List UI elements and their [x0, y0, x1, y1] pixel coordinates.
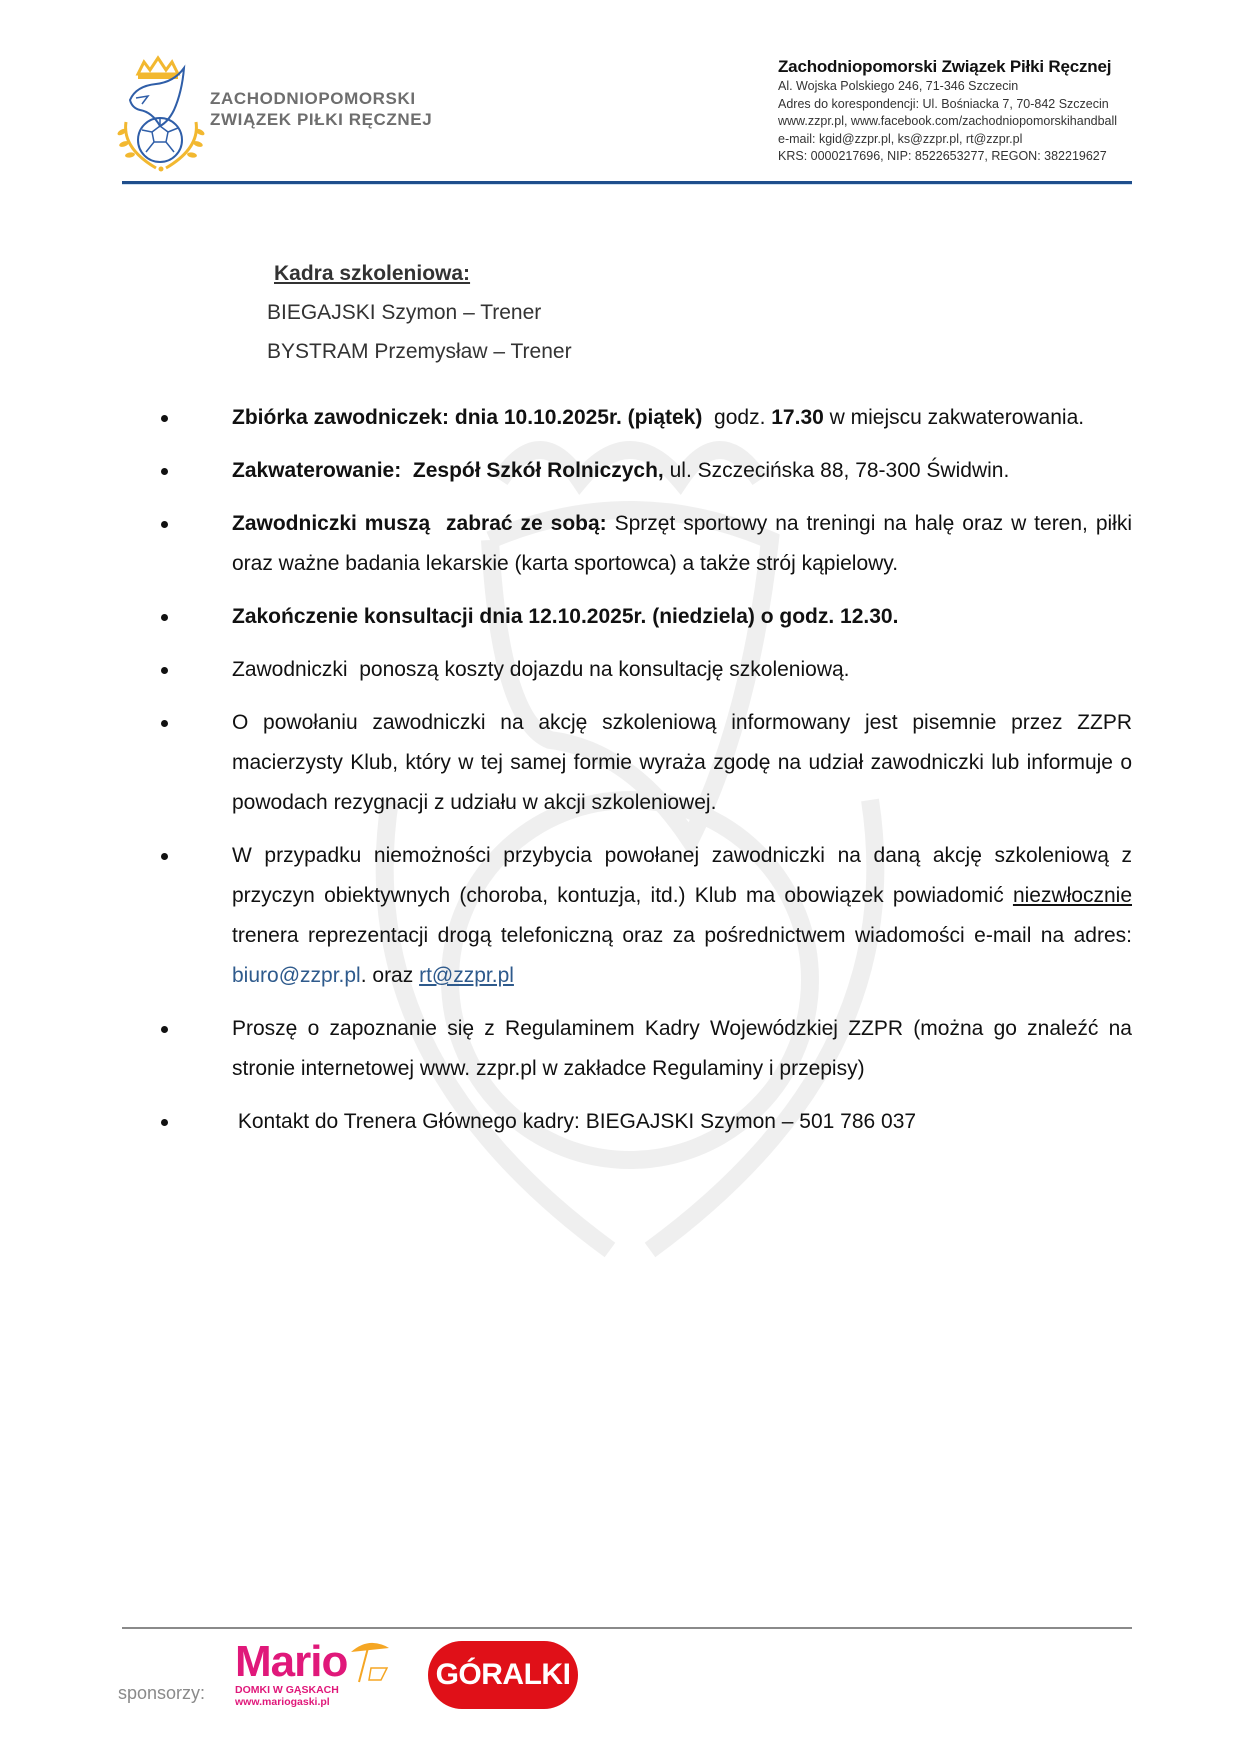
bullet-icon: [161, 614, 168, 621]
bullet-icon: [161, 667, 168, 674]
absence-emphasis: niezwłocznie: [1012, 884, 1132, 907]
accommodation-address: ul. Szczecińska 88, 78-300 Świdwin.: [663, 459, 1010, 482]
org-address: Al. Wojska Polskiego 246, 71-346 Szczecin: [778, 79, 1019, 93]
staff-member: BIEGAJSKI Szymon – Trener: [267, 301, 542, 324]
mario-subtitle: DOMKI W GĄSKACH: [235, 1684, 339, 1696]
bullet-icon: [161, 1119, 168, 1126]
org-name-line-1: ZACHODNIOPOMORSKI: [210, 89, 416, 108]
coach-contact: Kontakt do Trenera Głównego kadry: BIEGAJSKI Szymon – 501 786 037: [232, 1110, 917, 1133]
list-item-travel-costs: [155, 650, 1132, 690]
email-link-biuro[interactable]: biuro@zzpr.pl: [232, 964, 361, 987]
org-name-wordmark: [210, 88, 432, 130]
list-item-end: [155, 597, 1132, 637]
text-span: w miejscu zakwaterowania.: [823, 406, 1085, 429]
beach-umbrella-icon: [347, 1638, 393, 1684]
absence-text: W przypadku niemożności przybycia powołanej zawodniczki na daną akcję szkoleniową z przyczyn obiektywnych (choroba, kontuzja, itd.) Klub ma obowiązek powiadomić: [232, 844, 1132, 907]
text-span: godz.: [702, 406, 772, 429]
mario-wordmark: Mario: [235, 1637, 348, 1686]
notification-text: O powołaniu zawodniczki na akcję szkoleniową informowany jest pisemnie przez ZZPR macierzysty Klub, który w tej samej formie wyraża zgodę na udział zawodniczki lub informuje o powodach rezygnacji z udziału w akcji szkoleniowej.: [232, 711, 1132, 814]
bullet-icon: [161, 720, 168, 727]
sponsors-label: sponsorzy:: [118, 1683, 206, 1703]
org-contact-block: [778, 56, 1117, 166]
info-bullet-list: [155, 398, 1132, 1155]
accommodation-venue: Zakwaterowanie: Zespół Szkół Rolniczych,: [232, 459, 664, 482]
org-name-line-2: ZWIĄZEK PIŁKI RĘCZNEJ: [210, 110, 433, 129]
staff-member: BYSTRAM Przemysław – Trener: [267, 340, 572, 363]
list-item-notification: [155, 703, 1132, 823]
list-item-contact: [155, 1102, 1132, 1142]
bullet-icon: [161, 1026, 168, 1033]
org-correspondence-address: Adres do korespondencji: Ul. Bośniacka 7, 70-842 Szczecin: [778, 96, 1109, 111]
list-item-regulations: [155, 1009, 1132, 1089]
list-item-equipment: [155, 504, 1132, 584]
bullet-icon: [161, 468, 168, 475]
goralki-wordmark: GÓRALKI: [435, 1658, 571, 1691]
org-registry-ids: KRS: 0000217696, NIP: 8522653277, REGON: 382219627: [778, 149, 1107, 163]
mario-url: www.mariogaski.pl: [235, 1696, 330, 1708]
gathering-time: 17.30: [771, 406, 824, 429]
sponsor-logo-goralki: [428, 1641, 578, 1709]
header-divider-shadow: [122, 184, 1132, 185]
bullet-icon: [161, 521, 168, 528]
sponsor-logo-mario: [235, 1637, 395, 1710]
org-emails: e-mail: kgid@zzpr.pl, ks@zzpr.pl, rt@zzpr.pl: [778, 131, 1023, 146]
equipment-label: Zawodniczki muszą zabrać ze sobą:: [232, 512, 607, 535]
regulations-text: Proszę o zapoznanie się z Regulaminem Kadry Wojewódzkiej ZZPR (można go znaleźć na stronie internetowej www. zzpr.pl w zakładce Regulaminy i przepisy): [232, 1017, 1132, 1080]
list-item-absence: [155, 836, 1132, 996]
footer-divider: [122, 1627, 1132, 1629]
list-item-gathering: [155, 398, 1132, 438]
email-link-rt[interactable]: rt@zzpr.pl: [419, 964, 514, 987]
zzpr-logo: [116, 52, 206, 172]
org-title: Zachodniopomorski Związek Piłki Ręcznej: [778, 57, 1112, 76]
griffin-crest-icon: [116, 52, 206, 172]
equipment-list: Sprzęt sportowy na treningi na halę oraz w teren, piłki oraz ważne badania lekarskie (karta sportowca) a także strój kąpielowy.: [232, 512, 1132, 575]
end-date-time: Zakończenie konsultacji dnia 12.10.2025r. (niedziela) o godz. 12.30.: [232, 605, 899, 628]
gathering-date: Zbiórka zawodniczek: dnia 10.10.2025r. (piątek): [232, 406, 703, 429]
bullet-icon: [161, 415, 168, 422]
org-websites: www.zzpr.pl, www.facebook.com/zachodniopomorskihandball: [778, 114, 1118, 128]
travel-costs-text: Zawodniczki ponoszą koszty dojazdu na konsultację szkoleniową.: [232, 658, 850, 681]
list-item-accommodation: [155, 451, 1132, 491]
absence-text-cont: trenera reprezentacji drogą telefoniczną oraz za pośrednictwem wiadomości e-mail na adres:: [232, 924, 1132, 947]
training-staff-section: [267, 254, 572, 371]
staff-heading: Kadra szkoleniowa:: [274, 262, 471, 285]
bullet-icon: [161, 853, 168, 860]
text-span: . oraz: [360, 964, 420, 987]
